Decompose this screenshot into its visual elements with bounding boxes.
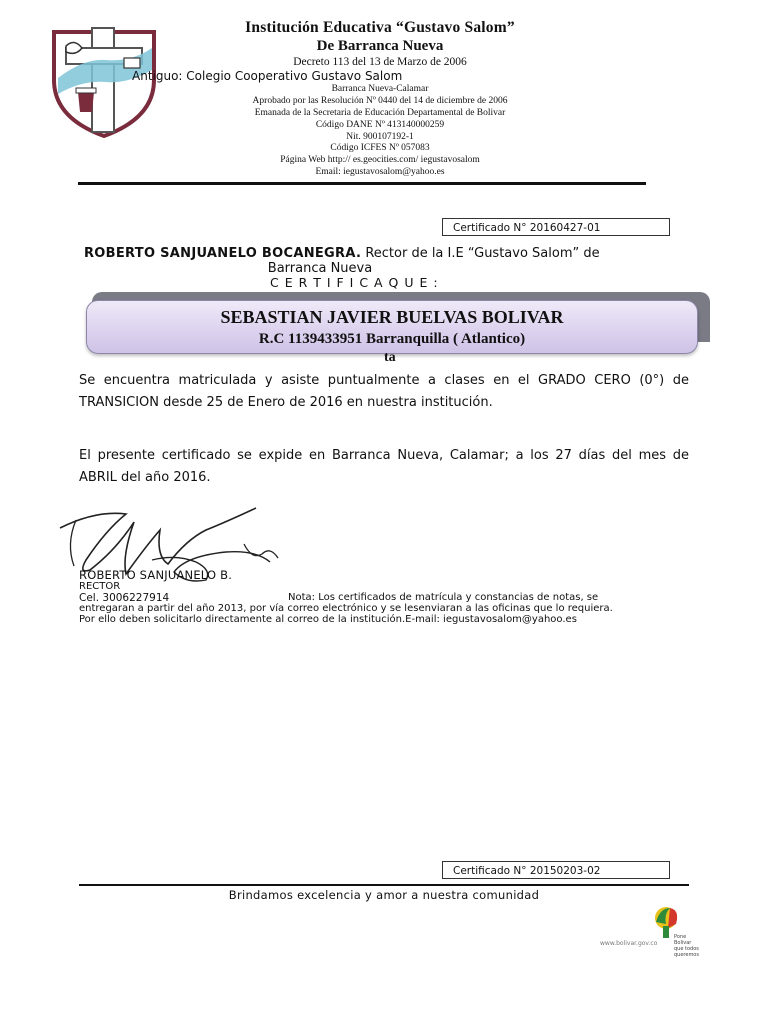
- header-line: Código DANE Nº 413140000259: [315, 120, 445, 130]
- header-line: Nit. 900107192-1: [346, 132, 414, 142]
- note-line: Por ello deben solicitarlo directamente al correo de la institución.E-mail: iegustavosalom@yahoo.es: [79, 614, 577, 625]
- enrollment-paragraph: Se encuentra matriculada y asiste puntualmente a clases en el GRADO CERO (0°) de TRANSICION desde 25 de Enero de 2016 en nuestra institución.: [79, 373, 689, 410]
- rector-full-name: ROBERTO SANJUANELO BOCANEGRA.: [84, 246, 362, 261]
- bolivar-government-logo: [600, 900, 699, 958]
- certifica-heading: C E R T I F I C A Q U E :: [270, 275, 439, 290]
- note-line: entregaran a partir del año 2013, por vía correo electrónico y se lesenviaran a las oficinas que lo requiera.: [79, 603, 613, 614]
- student-banner: [86, 300, 698, 354]
- header-email: Email: iegustavosalom@yahoo.es: [315, 167, 445, 177]
- header-line: Barranca Nueva-Calamar: [331, 84, 429, 94]
- note-line: Nota: Los certificados de matrícula y constancias de notas, se: [288, 592, 599, 603]
- student-id: R.C 1139433951 Barranquilla ( Atlantico): [258, 331, 526, 347]
- header-line: Emanada de la Secretaria de Educación Departamental de Bolivar: [254, 108, 506, 118]
- signer-phone: Cel. 3006227914: [79, 592, 170, 604]
- school-location: De Barranca Nueva: [316, 38, 444, 54]
- certificate-number-top: Certificado N° 20160427-01: [442, 218, 670, 236]
- signer-name: ROBERTO SANJUANELO B.: [79, 568, 233, 582]
- school-name: Institución Educativa “Gustavo Salom”: [245, 19, 515, 36]
- former-name: Antiguo: Colegio Cooperativo Gustavo Salom: [132, 69, 403, 83]
- rector-intro-location: Barranca Nueva: [267, 261, 373, 276]
- issuance-paragraph: El presente certificado se expide en Barranca Nueva, Calamar; a los 27 días del mes de ABRIL del año 2016.: [79, 448, 689, 485]
- header-line: Aprobado por las Resolución Nº 0440 del 14 de diciembre de 2006: [252, 96, 508, 106]
- rector-intro: [84, 246, 694, 261]
- signer-role: RECTOR: [79, 581, 121, 592]
- header-divider: [78, 182, 646, 185]
- student-name: SEBASTIAN JAVIER BUELVAS BOLIVAR: [220, 307, 564, 327]
- footer-motto: Brindamos excelencia y amor a nuestra comunidad: [228, 888, 540, 902]
- logo-url: www.bolivar.gov.co: [600, 940, 658, 947]
- header-line: Código ICFES Nº 057083: [330, 143, 430, 153]
- certificate-number-bottom: Certificado N° 20150203-02: [442, 861, 670, 879]
- logo-slogan: Pone Bolivar que todos queremos: [674, 934, 699, 958]
- header-website: Página Web http:// es.geocities.com/ iegustavosalom: [280, 155, 480, 165]
- text-fragment: ta: [384, 350, 396, 365]
- decree: Decreto 113 del 13 de Marzo de 2006: [293, 56, 467, 68]
- footer-divider: [79, 884, 689, 886]
- rector-intro-text: Rector de la I.E “Gustavo Salom” de: [361, 246, 600, 261]
